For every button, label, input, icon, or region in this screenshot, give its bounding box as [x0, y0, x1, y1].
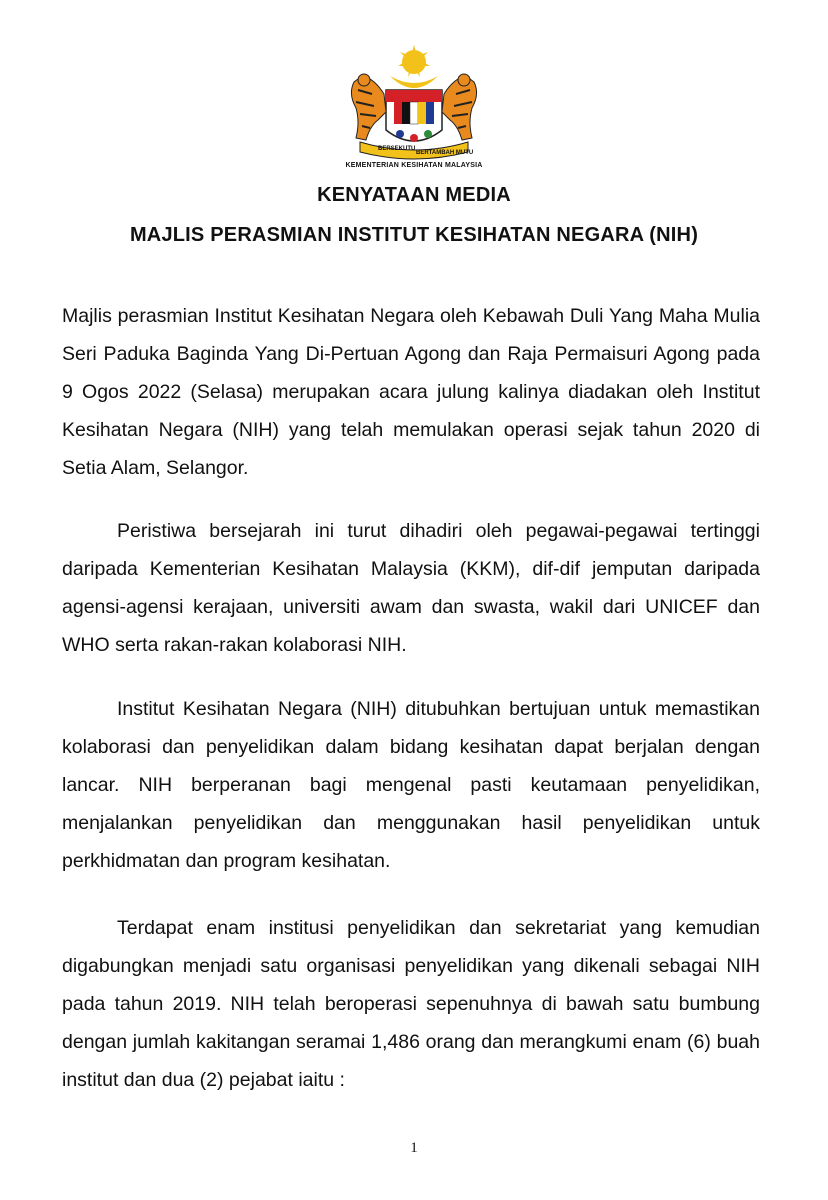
body-paragraph: Majlis perasmian Institut Kesihatan Negara oleh Kebawah Duli Yang Maha Mulia Seri Paduka Baginda Yang Di-Pertuan Agong dan Raja Permaisuri Agong pada 9 Ogos 2022 (Selasa) merupakan acara julung kalinya diadakan oleh Institut Kesihatan Negara (NIH) yang telah memulakan operasi sejak tahun 2020 di Setia Alam, Selangor.	[62, 305, 760, 479]
malaysia-coat-of-arms-icon	[338, 42, 490, 162]
page-number: 1	[410, 1140, 418, 1156]
crest-motto-left: BERSEKUTU	[378, 146, 416, 152]
body-paragraph: Institut Kesihatan Negara (NIH) ditubuhkan bertujuan untuk memastikan kolaborasi dan penyelidikan dalam bidang kesihatan dapat berjalan dengan lancar. NIH berperanan bagi mengenal pasti keutamaan penyelidikan, menjalankan penyelidikan dan menggunakan hasil penyelidikan untuk perkhidmatan dan program kesihatan.	[62, 698, 760, 872]
ministry-name: KEMENTERIAN KESIHATAN MALAYSIA	[345, 162, 483, 169]
body-paragraph: Terdapat enam institusi penyelidikan dan sekretariat yang kemudian digabungkan menjadi satu organisasi penyelidikan yang dikenali sebagai NIH pada tahun 2019. NIH telah beroperasi sepenuhnya di bawah satu bumbung dengan jumlah kakitangan seramai 1,486 orang dan merangkumi enam (6) buah institut dan dua (2) pejabat iaitu :	[62, 917, 760, 1091]
document-subtitle: MAJLIS PERASMIAN INSTITUT KESIHATAN NEGARA (NIH)	[129, 224, 699, 246]
body-paragraph: Peristiwa bersejarah ini turut dihadiri oleh pegawai-pegawai tertinggi daripada Kementerian Kesihatan Malaysia (KKM), dif-dif jemputan daripada agensi-agensi kerajaan, universiti awam dan swasta, wakil dari UNICEF dan WHO serta rakan-rakan kolaborasi NIH.	[62, 520, 760, 656]
crest-motto-right: BERTAMBAH MUTU	[416, 150, 474, 156]
document-title: KENYATAAN MEDIA	[317, 184, 511, 206]
ministry-crest	[338, 42, 490, 174]
